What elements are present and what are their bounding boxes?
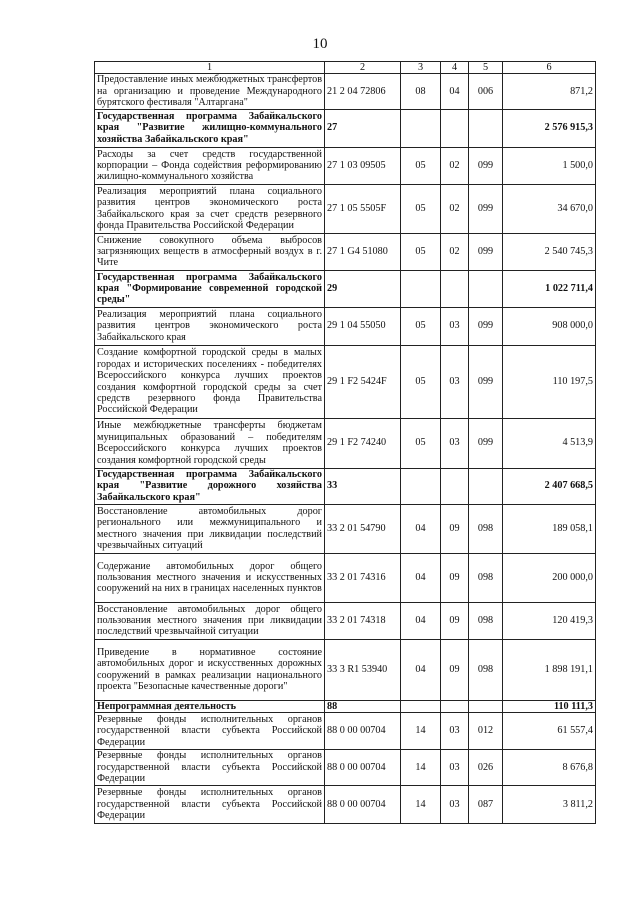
row-section: 05 xyxy=(401,147,441,184)
row-subsection xyxy=(441,270,469,307)
column-header: 1 xyxy=(95,62,325,74)
row-subsection: 03 xyxy=(441,418,469,468)
row-code: 21 2 04 72806 xyxy=(325,74,401,109)
column-header-row xyxy=(95,62,596,74)
row-description: Государственная программа Забайкальского края "Формирование современной городской среды" xyxy=(95,270,325,307)
row-description: Резервные фонды исполнительных органов государственной власти субъекта Российской Федерации xyxy=(95,786,325,824)
row-subsection: 09 xyxy=(441,639,469,700)
row-subsection xyxy=(441,700,469,712)
row-code: 29 xyxy=(325,270,401,307)
row-expense-type: 099 xyxy=(469,184,503,233)
row-code: 33 xyxy=(325,468,401,504)
page-number: 10 xyxy=(312,36,328,52)
row-amount: 4 513,9 xyxy=(503,418,596,468)
row-code: 33 3 R1 53940 xyxy=(325,639,401,700)
row-section: 04 xyxy=(401,602,441,639)
row-amount: 2 540 745,3 xyxy=(503,233,596,270)
row-expense-type: 099 xyxy=(469,345,503,418)
column-header: 3 xyxy=(401,62,441,74)
row-section: 14 xyxy=(401,786,441,824)
row-subsection: 09 xyxy=(441,504,469,553)
row-subsection: 03 xyxy=(441,713,469,750)
table-row xyxy=(95,639,596,700)
row-expense-type: 099 xyxy=(469,418,503,468)
row-section: 14 xyxy=(401,750,441,786)
row-description: Реализация мероприятий плана социального развития центров экономического роста Забайкальского края xyxy=(95,307,325,345)
row-section xyxy=(401,109,441,147)
row-amount: 871,2 xyxy=(503,74,596,109)
row-description: Создание комфортной городской среды в малых городах и исторических поселениях - победителях Всероссийского конкурса лучших проектов создания комфортной городской среды за счет средств резервного фонда Правительства Российской Федерации xyxy=(95,345,325,418)
table-row xyxy=(95,109,596,147)
row-expense-type: 098 xyxy=(469,639,503,700)
row-amount: 34 670,0 xyxy=(503,184,596,233)
row-expense-type xyxy=(469,270,503,307)
row-description: Приведение в нормативное состояние автомобильных дорог и искусственных дорожных сооружений в рамках реализации национального проекта "Безопасные качественные дороги" xyxy=(95,639,325,700)
row-code: 27 1 G4 51080 xyxy=(325,233,401,270)
budget-table-body xyxy=(95,62,596,824)
table-row xyxy=(95,233,596,270)
row-amount: 61 557,4 xyxy=(503,713,596,750)
table-row xyxy=(95,468,596,504)
row-description: Иные межбюджетные трансферты бюджетам муниципальных образований – победителям Всероссийского конкурса лучших проектов создания комфортной городской среды xyxy=(95,418,325,468)
table-row xyxy=(95,700,596,712)
row-code: 29 1 F2 5424F xyxy=(325,345,401,418)
row-section: 08 xyxy=(401,74,441,109)
row-section: 05 xyxy=(401,307,441,345)
row-expense-type xyxy=(469,109,503,147)
row-subsection xyxy=(441,468,469,504)
row-code: 88 0 00 00704 xyxy=(325,750,401,786)
table-row xyxy=(95,307,596,345)
row-code: 33 2 01 54790 xyxy=(325,504,401,553)
row-description: Непрограммная деятельность xyxy=(95,700,325,712)
column-header: 5 xyxy=(469,62,503,74)
table-row xyxy=(95,147,596,184)
row-expense-type: 099 xyxy=(469,147,503,184)
row-amount: 1 500,0 xyxy=(503,147,596,184)
row-subsection: 04 xyxy=(441,74,469,109)
row-amount: 1 898 191,1 xyxy=(503,639,596,700)
table-row xyxy=(95,750,596,786)
row-description: Снижение совокупного объема выбросов загрязняющих веществ в атмосферный воздух в г. Чите xyxy=(95,233,325,270)
row-section: 14 xyxy=(401,713,441,750)
column-header: 6 xyxy=(503,62,596,74)
row-section: 04 xyxy=(401,504,441,553)
row-code: 29 1 F2 74240 xyxy=(325,418,401,468)
column-header: 4 xyxy=(441,62,469,74)
row-code: 88 0 00 00704 xyxy=(325,786,401,824)
row-subsection: 03 xyxy=(441,786,469,824)
row-subsection: 02 xyxy=(441,147,469,184)
row-section: 05 xyxy=(401,233,441,270)
row-amount: 2 407 668,5 xyxy=(503,468,596,504)
row-code: 33 2 01 74318 xyxy=(325,602,401,639)
row-description: Резервные фонды исполнительных органов государственной власти субъекта Российской Федерации xyxy=(95,750,325,786)
row-subsection: 03 xyxy=(441,750,469,786)
row-amount: 200 000,0 xyxy=(503,553,596,602)
row-amount: 189 058,1 xyxy=(503,504,596,553)
row-section: 05 xyxy=(401,418,441,468)
row-expense-type xyxy=(469,468,503,504)
row-code: 33 2 01 74316 xyxy=(325,553,401,602)
table-row xyxy=(95,553,596,602)
row-subsection: 02 xyxy=(441,184,469,233)
row-expense-type: 098 xyxy=(469,553,503,602)
budget-table xyxy=(94,61,596,824)
row-code: 88 0 00 00704 xyxy=(325,713,401,750)
row-description: Государственная программа Забайкальского края "Развитие дорожного хозяйства Забайкальского края" xyxy=(95,468,325,504)
row-subsection: 03 xyxy=(441,307,469,345)
table-row xyxy=(95,74,596,109)
row-section xyxy=(401,270,441,307)
row-code: 27 xyxy=(325,109,401,147)
row-expense-type: 099 xyxy=(469,307,503,345)
table-row xyxy=(95,184,596,233)
row-amount: 120 419,3 xyxy=(503,602,596,639)
row-section: 04 xyxy=(401,553,441,602)
row-subsection: 03 xyxy=(441,345,469,418)
row-section xyxy=(401,468,441,504)
row-subsection xyxy=(441,109,469,147)
table-row xyxy=(95,345,596,418)
row-subsection: 09 xyxy=(441,553,469,602)
row-description: Восстановление автомобильных дорог регионального или межмуниципального и местного значения при ликвидации последствий чрезвычайных ситуаций xyxy=(95,504,325,553)
row-section xyxy=(401,700,441,712)
row-description: Содержание автомобильных дорог общего пользования местного значения и искусственных сооружений на них в границах населенных пунктов xyxy=(95,553,325,602)
column-header: 2 xyxy=(325,62,401,74)
row-amount: 3 811,2 xyxy=(503,786,596,824)
row-code: 88 xyxy=(325,700,401,712)
table-row xyxy=(95,786,596,824)
row-amount: 908 000,0 xyxy=(503,307,596,345)
row-expense-type: 012 xyxy=(469,713,503,750)
row-amount: 2 576 915,3 xyxy=(503,109,596,147)
row-code: 27 1 05 5505F xyxy=(325,184,401,233)
row-expense-type xyxy=(469,700,503,712)
row-code: 27 1 03 09505 xyxy=(325,147,401,184)
row-expense-type: 087 xyxy=(469,786,503,824)
table-row xyxy=(95,504,596,553)
row-amount: 110 197,5 xyxy=(503,345,596,418)
row-description: Государственная программа Забайкальского края "Развитие жилищно-коммунального хозяйства Забайкальского края" xyxy=(95,109,325,147)
table-row xyxy=(95,713,596,750)
row-subsection: 02 xyxy=(441,233,469,270)
row-description: Резервные фонды исполнительных органов государственной власти субъекта Российской Федерации xyxy=(95,713,325,750)
row-expense-type: 099 xyxy=(469,233,503,270)
row-expense-type: 026 xyxy=(469,750,503,786)
table-row xyxy=(95,418,596,468)
row-description: Реализация мероприятий плана социального развития центров экономического роста Забайкальского края за счет средств резервного фонда Правительства Российской Федерации xyxy=(95,184,325,233)
row-section: 04 xyxy=(401,639,441,700)
table-row xyxy=(95,602,596,639)
row-description: Предоставление иных межбюджетных трансфертов на организацию и проведение Международного бурятского фестиваля "Алтаргана" xyxy=(95,74,325,109)
row-expense-type: 098 xyxy=(469,504,503,553)
row-expense-type: 006 xyxy=(469,74,503,109)
row-amount: 110 111,3 xyxy=(503,700,596,712)
row-description: Расходы за счет средств государственной корпорации – Фонда содействия реформированию жилищно-коммунального хозяйства xyxy=(95,147,325,184)
table-row xyxy=(95,270,596,307)
row-amount: 8 676,8 xyxy=(503,750,596,786)
row-amount: 1 022 711,4 xyxy=(503,270,596,307)
row-section: 05 xyxy=(401,345,441,418)
row-expense-type: 098 xyxy=(469,602,503,639)
row-description: Восстановление автомобильных дорог общего пользования местного значения при ликвидации последствий чрезвычайной ситуации xyxy=(95,602,325,639)
row-section: 05 xyxy=(401,184,441,233)
row-subsection: 09 xyxy=(441,602,469,639)
row-code: 29 1 04 55050 xyxy=(325,307,401,345)
